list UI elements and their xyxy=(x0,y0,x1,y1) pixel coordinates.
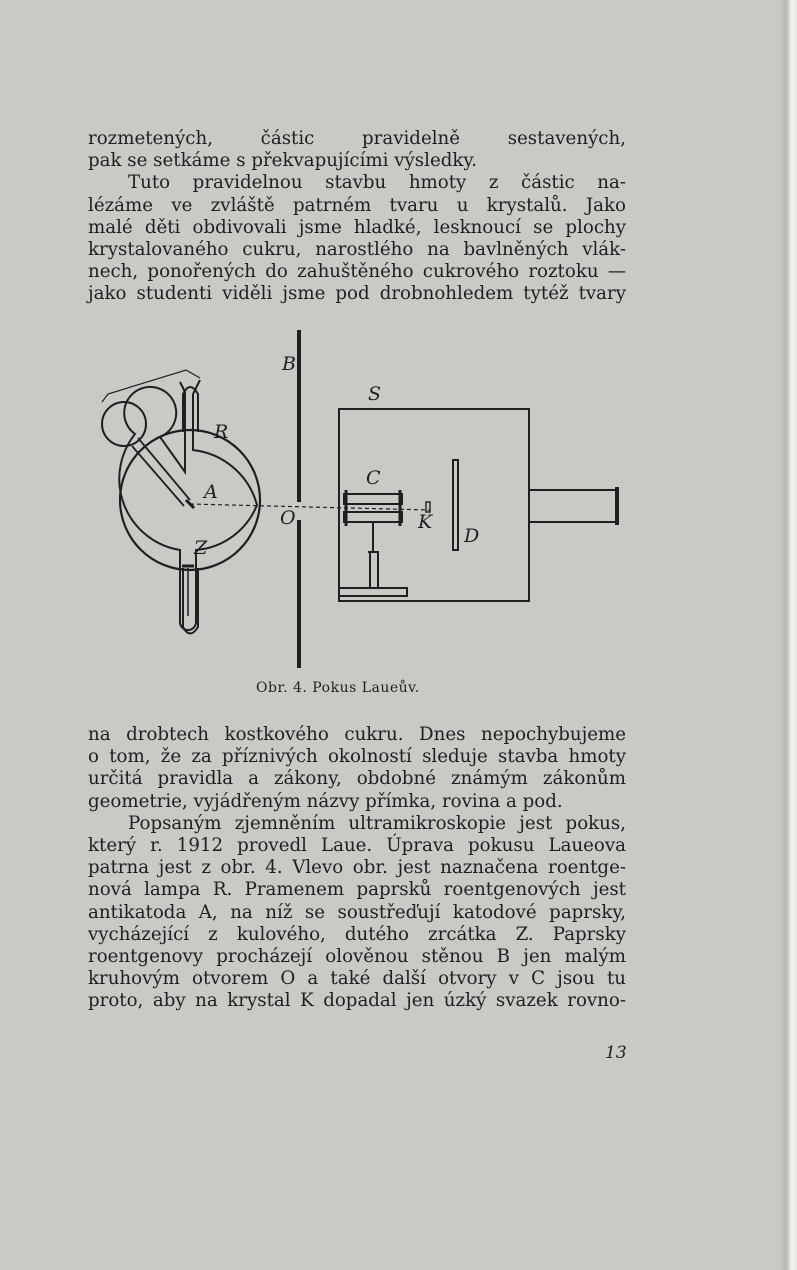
stand-base xyxy=(339,588,407,596)
text-line: antikatoda A, na níž se soustřeďují katodové paprsky, xyxy=(88,901,626,923)
text-line: rozmetených, částic pravidelně sestavených, xyxy=(88,128,626,149)
label-Z: Z xyxy=(194,537,208,559)
label-A: A xyxy=(204,481,218,503)
text-line: jako studenti viděli jsme pod drobnohledem tytéž tvary xyxy=(88,283,626,305)
page-edge xyxy=(779,0,797,1270)
figure-caption: Obr. 4. Pokus Laueův. xyxy=(256,680,420,696)
text-line: o tom, že za příznivých okolností sleduje stavba hmoty xyxy=(88,746,626,768)
text-line: lézáme ve zvláště patrném tvaru u krystalů. Jako xyxy=(88,194,626,216)
page-number: 13 xyxy=(605,1043,627,1063)
label-B: B xyxy=(282,353,296,375)
text-line: Popsaným zjemněním ultramikroskopie jest pokus, xyxy=(128,812,626,834)
text-line: roentgenovy procházejí olověnou stěnou B jen malým xyxy=(88,946,626,968)
label-R: R xyxy=(214,421,229,443)
collimator-top xyxy=(344,494,402,504)
text-line: krystalovaného cukru, narostlého na bavlněných vlák- xyxy=(88,239,626,261)
plate-D xyxy=(453,460,458,550)
anticathode-stem xyxy=(132,438,190,506)
label-K: K xyxy=(418,511,433,533)
label-D: D xyxy=(464,525,480,547)
collimator-bottom xyxy=(344,512,402,522)
text-line: určitá pravidla a zákony, obdobné známým zákonům xyxy=(88,768,626,790)
label-C: C xyxy=(366,467,381,489)
exit-tube xyxy=(529,490,617,522)
text-line: Tuto pravidelnou stavbu hmoty z částic na- xyxy=(128,172,626,194)
label-O: O xyxy=(280,507,296,529)
text-line: vycházející z kulového, dutého zrcátka Z. Paprsky xyxy=(88,923,626,945)
text-line: malé děti obdivovali jsme hladké, lesknoucí se plochy xyxy=(88,216,626,238)
stand-column xyxy=(370,552,378,588)
text-line: patrna jest z obr. 4. Vlevo obr. jest naznačena roentge- xyxy=(88,857,626,879)
text-line: proto, aby na krystal K dopadal jen úzký svazek rovno- xyxy=(88,990,626,1012)
bottom-paragraphs xyxy=(88,724,626,1013)
text-line: pak se setkáme s překvapujícími výsledky. xyxy=(88,150,478,172)
laue-experiment-figure xyxy=(90,322,635,682)
text-line: nová lampa R. Pramenem paprsků roentgenových jest xyxy=(88,879,626,901)
text-line: který r. 1912 provedl Laue. Úprava pokusu Laueova xyxy=(88,835,626,857)
text-line: na drobtech kostkového cukru. Dnes nepochybujeme xyxy=(88,724,626,745)
text-line: nech, ponořených do zahuštěného cukrového roztoku — xyxy=(88,261,626,283)
text-line: geometrie, vyjádřeným názvy přímka, rovina a pod. xyxy=(88,790,563,812)
label-S: S xyxy=(368,383,382,405)
apparatus-diagram xyxy=(90,322,635,682)
text-line: kruhovým otvorem O a také další otvory v C jsou tu xyxy=(88,968,626,990)
top-paragraphs xyxy=(88,128,626,306)
